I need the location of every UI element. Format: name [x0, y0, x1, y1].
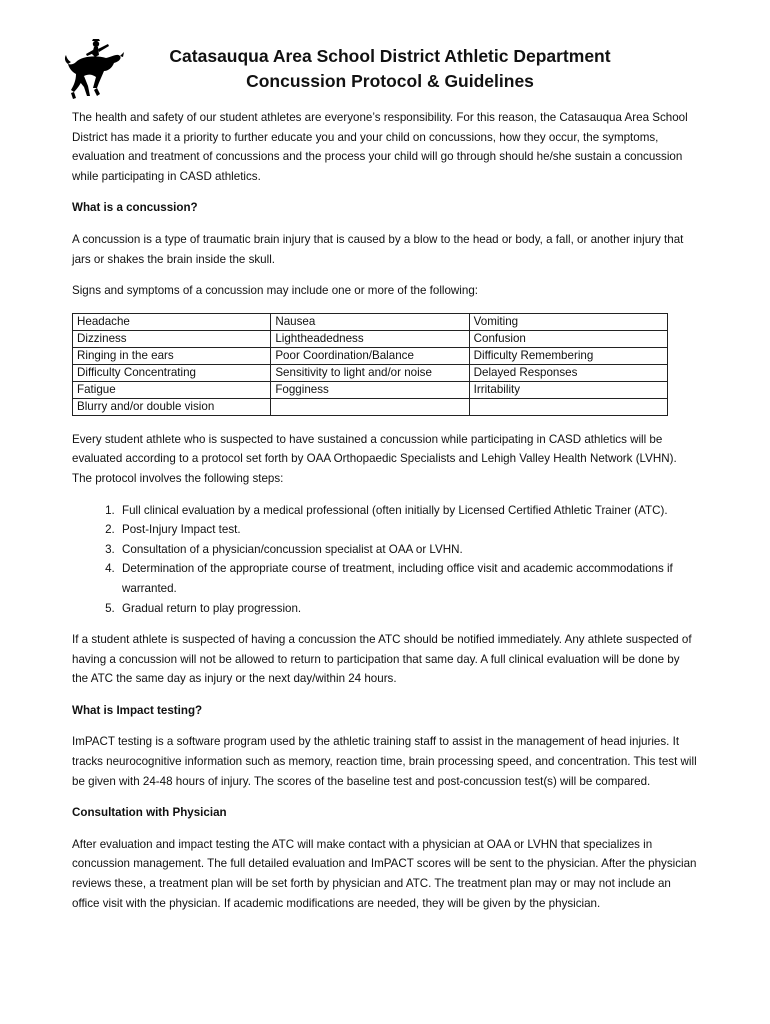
table-cell: Poor Coordination/Balance — [271, 347, 469, 364]
table-cell — [469, 398, 667, 415]
signs-intro: Signs and symptoms of a concussion may include one or more of the following: — [72, 284, 478, 298]
list-item: 4. Determination of the appropriate course of treatment, including office visit and academic accommodations if warranted. — [118, 559, 698, 598]
table-cell: Sensitivity to light and/or noise — [271, 364, 469, 381]
concussion-definition: A concussion is a type of traumatic brain injury that is caused by a blow to the head or body, a fall, or another injury that jars or shakes the brain inside the skull. — [72, 232, 684, 266]
table-cell: Fatigue — [73, 381, 271, 398]
protocol-steps-list — [72, 501, 698, 619]
table-cell: Lightheadedness — [271, 330, 469, 347]
table-row — [73, 313, 668, 330]
impact-paragraph: ImPACT testing is a software program used by the athletic training staff to assist in the management of head injuries. It tracks neurocognitive information such as memory, reaction time, brain processing speed, and concentration. This test will be given with 24-48 hours of injury. The scores of the baseline test and post-concussion test(s) will be compared. — [72, 735, 697, 788]
list-item: 1. Full clinical evaluation by a medical professional (often initially by Licensed Certified Athletic Trainer (ATC). — [118, 501, 698, 521]
protocol-followup: If a student athlete is suspected of having a concussion the ATC should be notified immediately. Any athlete suspected of having a concussion will not be allowed to return to participation that same day. A full clinical evaluation will be done by the ATC the same day as injury or the next day/within 24 hours. — [72, 633, 692, 686]
table-cell: Ringing in the ears — [73, 347, 271, 364]
table-cell: Confusion — [469, 330, 667, 347]
list-item: 3. Consultation of a physician/concussion specialist at OAA or LVHN. — [118, 540, 698, 560]
title-line-2: Concussion Protocol & Guidelines — [246, 71, 534, 91]
section-heading-concussion: What is a concussion? — [72, 201, 198, 215]
bucking-bronco-logo-icon — [62, 38, 126, 100]
table-cell: Difficulty Remembering — [469, 347, 667, 364]
table-cell — [271, 398, 469, 415]
protocol-intro: Every student athlete who is suspected to have sustained a concussion while participating in CASD athletics will be evaluated according to a protocol set forth by OAA Orthopaedic Specialists and Lehigh Valley Health Network (LVHN). The protocol involves the following steps: — [72, 432, 677, 485]
table-row — [73, 347, 668, 364]
table-cell: Irritability — [469, 381, 667, 398]
table-cell: Dizziness — [73, 330, 271, 347]
table-row — [73, 364, 668, 381]
table-row — [73, 381, 668, 398]
physician-paragraph: After evaluation and impact testing the ATC will make contact with a physician at OAA or LVHN that specializes in concussion management. The full detailed evaluation and ImPACT scores will be sent to the physician. After the physician reviews these, a treatment plan will be set forth by physician and ATC. The treatment plan may or may not include an office visit with the physician. If academic modifications are needed, they will be given by the physician. — [72, 837, 697, 910]
intro-paragraph: The health and safety of our student athletes are everyone’s responsibility. For this reason, the Catasauqua Area School District has made it a priority to further educate you and your child on concussions, how they occur, the symptoms, evaluation and treatment of concussions and the process your child will go through should he/she sustain a concussion while participating in CASD athletics. — [72, 111, 688, 183]
table-cell: Blurry and/or double vision — [73, 398, 271, 415]
section-heading-impact: What is Impact testing? — [72, 703, 203, 717]
list-item: 5. Gradual return to play progression. — [118, 599, 698, 619]
table-cell: Headache — [73, 313, 271, 330]
symptoms-table — [72, 313, 668, 416]
table-cell: Delayed Responses — [469, 364, 667, 381]
table-cell: Difficulty Concentrating — [73, 364, 271, 381]
table-row — [73, 330, 668, 347]
table-row — [73, 398, 668, 415]
list-item: 2. Post-Injury Impact test. — [118, 520, 698, 540]
page-title — [130, 44, 650, 94]
title-line-1: Catasauqua Area School District Athletic Department — [169, 46, 611, 66]
document-body — [72, 108, 698, 925]
table-cell: Vomiting — [469, 313, 667, 330]
table-cell: Nausea — [271, 313, 469, 330]
table-cell: Fogginess — [271, 381, 469, 398]
section-heading-physician: Consultation with Physician — [72, 806, 227, 820]
